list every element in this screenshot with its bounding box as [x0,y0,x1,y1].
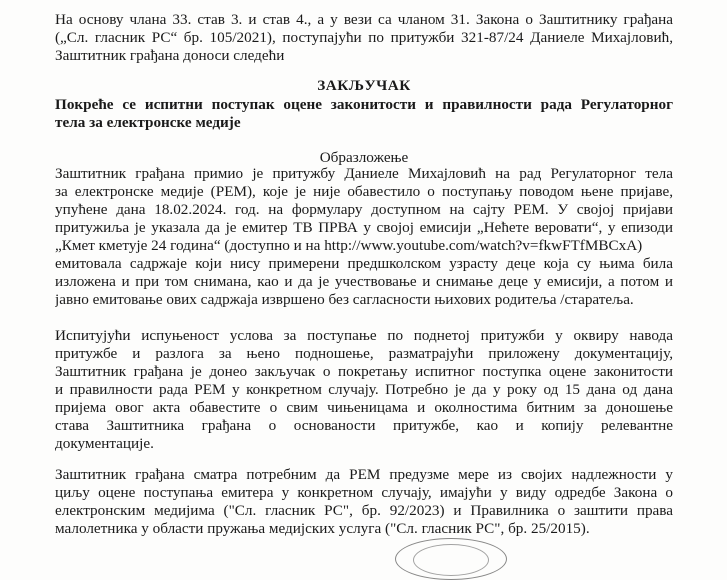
paragraph3-line-2: циљу оцене поступања емитера у конкретном случају, имајући у виду одредбе Закона о [55,484,673,501]
paragraph1-line-2: за електронске медије (РЕМ), које је није обавестило о поступању поводом њене пријаве, [55,183,673,200]
paragraph1-line-7: изложена и при том снимана, као и да је учествовање и снимање деце у емисији, а потом и [55,273,673,290]
paragraph2-line-7: документације. [55,435,154,452]
official-stamp-inner-ring [413,544,489,576]
paragraph3-line-3: електронским медијима ("Сл. гласник РС", бр. 92/2023) и Правилника о заштити права [55,502,673,519]
decision-line-2: тела за електронске медије [55,114,241,131]
reasoning-title: Образложење [319,149,409,166]
paragraph3-line-4: малолетника у области пружања медијских услуга ("Сл. гласник РС", бр. 25/2015). [55,520,590,537]
paragraph2-line-3: Заштитник грађана је донео закључак о покретању испитног поступка оцене законитости [55,363,673,380]
intro-line-3: Заштитник грађана доноси следећи [55,47,285,64]
paragraph1-line-5: „Кмет кметује 24 година“ (доступно и на http://www.youtube.com/watch?v=fkwFTfMBCxA) [55,237,643,254]
document-heading: ЗАКЉУЧАК [317,77,411,94]
paragraph1-line-6: емитовала садржаје који нису примерени предшколском узрасту деце која су њима била [55,255,673,272]
decision-line-1: Покреће се испитни поступак оцене законитости и правилности рада Регулаторног [55,96,673,113]
paragraph1-line-1: Заштитник грађана примио је притужбу Даниеле Михајловић на рад Регулаторног тела [55,165,673,182]
intro-line-1: На основу члана 33. став 3. и став 4., а у вези са чланом 31. Закона о Заштитнику грађана [55,11,673,28]
intro-line-2: („Сл. гласник РС“ бр. 105/2021), поступајући по притужби 321-87/24 Даниеле Михајловић, [55,29,673,46]
paragraph1-line-3: упућене дана 18.02.2024. год. на формулару доступном на сајту РЕМ. У својој пријави [55,201,673,218]
paragraph2-line-2: притужбе и разлога за њено подношење, разматрајући приложену документацију, [55,345,673,362]
paragraph3-line-1: Заштитник грађана сматра потребним да РЕМ предузме мере из својих надлежности у [55,466,673,483]
paragraph1-line-8: јавно емитовање ових садржаја извршено без сагласности њихових родитеља /старатеља. [55,291,634,308]
paragraph2-line-4: и правилности рада РЕМ у конкретном случају. Потребно је да у року од 15 дана од дана [55,381,673,398]
paragraph2-line-1: Испитујући испуњеност услова за поступање по поднетој притужби у оквиру навода [55,327,673,344]
paragraph2-line-6: става Заштитника грађана о основаности притужбе, као и копију релевантне [55,417,673,434]
paragraph2-line-5: пријема овог акта обавестите о свим чињеницама и околностима битним за доношење [55,399,673,416]
paragraph1-line-4: притужиља је указала да је емитер ТВ ПРВА у својој емисији „Нећете веровати“, у епизоди [55,219,673,236]
